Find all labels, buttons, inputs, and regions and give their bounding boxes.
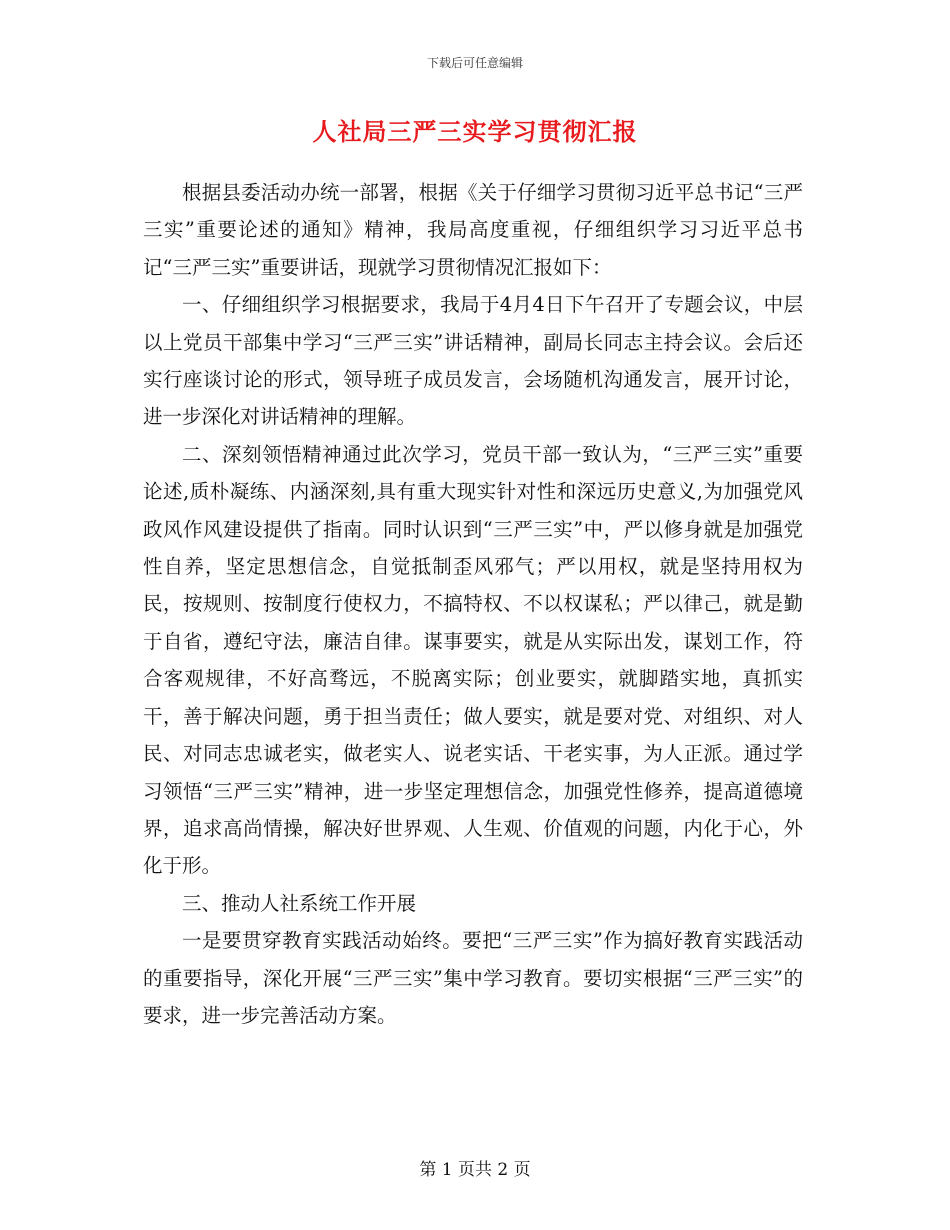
paragraph-section-3-heading: 三、推动人社系统工作开展 [182, 891, 417, 915]
paragraph-section-3-point-1: 一是要贯穿教育实践活动始终。要把“三严三实”作为搞好教育实践活动的重要指导，深化开展“三严三实”集中学习教育。要切实根据“三严三实”的要求，进一步完善活动方案。 [143, 929, 803, 1027]
paragraph-section-2: 二、深刻领悟精神通过此次学习，党员干部一致认为，“三严三实”重要论述,质朴凝练、内涵深刻,具有重大现实针对性和深远历史意义,为加强党风政风作风建设提供了指南。同时认识到“三严三实”中，严以修身就是加强党性自养，坚定思想信念，自觉抵制歪风邪气；严以用权，就是坚持用权为民，按规则、按制度行使权力，不搞特权、不以权谋私；严以律己，就是勤于自省，遵纪守法，廉洁自律。谋事要实，就是从实际出发，谋划工作，符合客观规律，不好高骛远，不脱离实际；创业要实，就脚踏实地，真抓实干，善于解决问题，勇于担当责任；做人要实，就是要对党、对组织、对人民、对同志忠诚老实，做老实人、说老实话、干老实事，为人正派。通过学习领悟“三严三实”精神，进一步坚定理想信念，加强党性修养，提高道德境界，追求高尚情操，解决好世界观、人生观、价值观的问题，内化于心，外化于形。 [143, 442, 803, 878]
paragraph-section-1: 一、仔细组织学习根据要求，我局于4月4日下午召开了专题会议，中层以上党员干部集中学习“三严三实”讲话精神，副局长同志主持会议。会后还实行座谈讨论的形式，领导班子成员发言，会场随机沟通发言，展开讨论，进一步深化对讲话精神的理解。 [143, 293, 803, 429]
document-body [143, 174, 803, 1034]
paragraph-intro: 根据县委活动办统一部署，根据《关于仔细学习贯彻习近平总书记“三严三实”重要论述的通知》精神，我局高度重视，仔细组织学习习近平总书记“三严三实”重要讲话，现就学习贯彻情况汇报如下： [143, 181, 803, 279]
header-note: 下载后可任意编辑 [426, 56, 523, 70]
page-number: 第 1 页共 2 页 [419, 1160, 531, 1180]
document-title: 人社局三严三实学习贯彻汇报 [312, 117, 638, 146]
